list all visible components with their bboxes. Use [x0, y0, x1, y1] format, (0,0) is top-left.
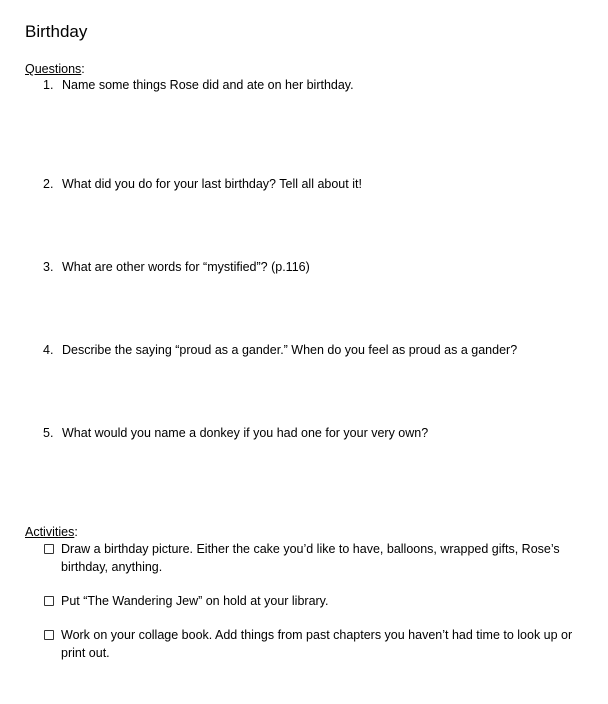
activity-checkbox[interactable] — [44, 596, 54, 606]
activity-item — [44, 541, 584, 576]
activity-text: Work on your collage book. Add things from past chapters you haven’t had time to look up or print out. — [61, 628, 573, 660]
question-text: What would you name a donkey if you had one for your very own? — [62, 426, 429, 440]
activities-heading-label: Activities — [25, 525, 75, 539]
questions-heading-colon: : — [81, 62, 85, 76]
question-item — [43, 425, 428, 442]
question-text: Describe the saying “proud as a gander.” When do you feel as proud as a gander? — [62, 343, 518, 357]
question-item — [43, 342, 517, 359]
question-number: 5. — [43, 426, 54, 440]
question-number: 4. — [43, 343, 54, 357]
questions-heading — [25, 61, 85, 77]
question-item — [43, 77, 354, 94]
activities-heading-colon: : — [74, 525, 78, 539]
question-number: 2. — [43, 177, 54, 191]
question-number: 3. — [43, 260, 54, 274]
activity-text: Draw a birthday picture. Either the cake you’d like to have, balloons, wrapped gifts, Rose’s birthday, anything. — [61, 542, 560, 574]
question-item — [43, 176, 362, 193]
question-text: What are other words for “mystified”? (p.116) — [62, 260, 310, 274]
activity-checkbox[interactable] — [44, 544, 54, 554]
activity-checkbox[interactable] — [44, 630, 54, 640]
questions-heading-label: Questions — [25, 62, 82, 76]
activity-text: Put “The Wandering Jew” on hold at your library. — [61, 594, 329, 608]
document-title: Birthday — [25, 22, 88, 41]
question-text: Name some things Rose did and ate on her birthday. — [62, 78, 354, 92]
activity-item — [44, 627, 584, 662]
question-text: What did you do for your last birthday? Tell all about it! — [62, 177, 362, 191]
activity-item — [44, 593, 584, 611]
activities-heading — [25, 524, 78, 540]
question-item — [43, 259, 310, 276]
question-number: 1. — [43, 78, 54, 92]
